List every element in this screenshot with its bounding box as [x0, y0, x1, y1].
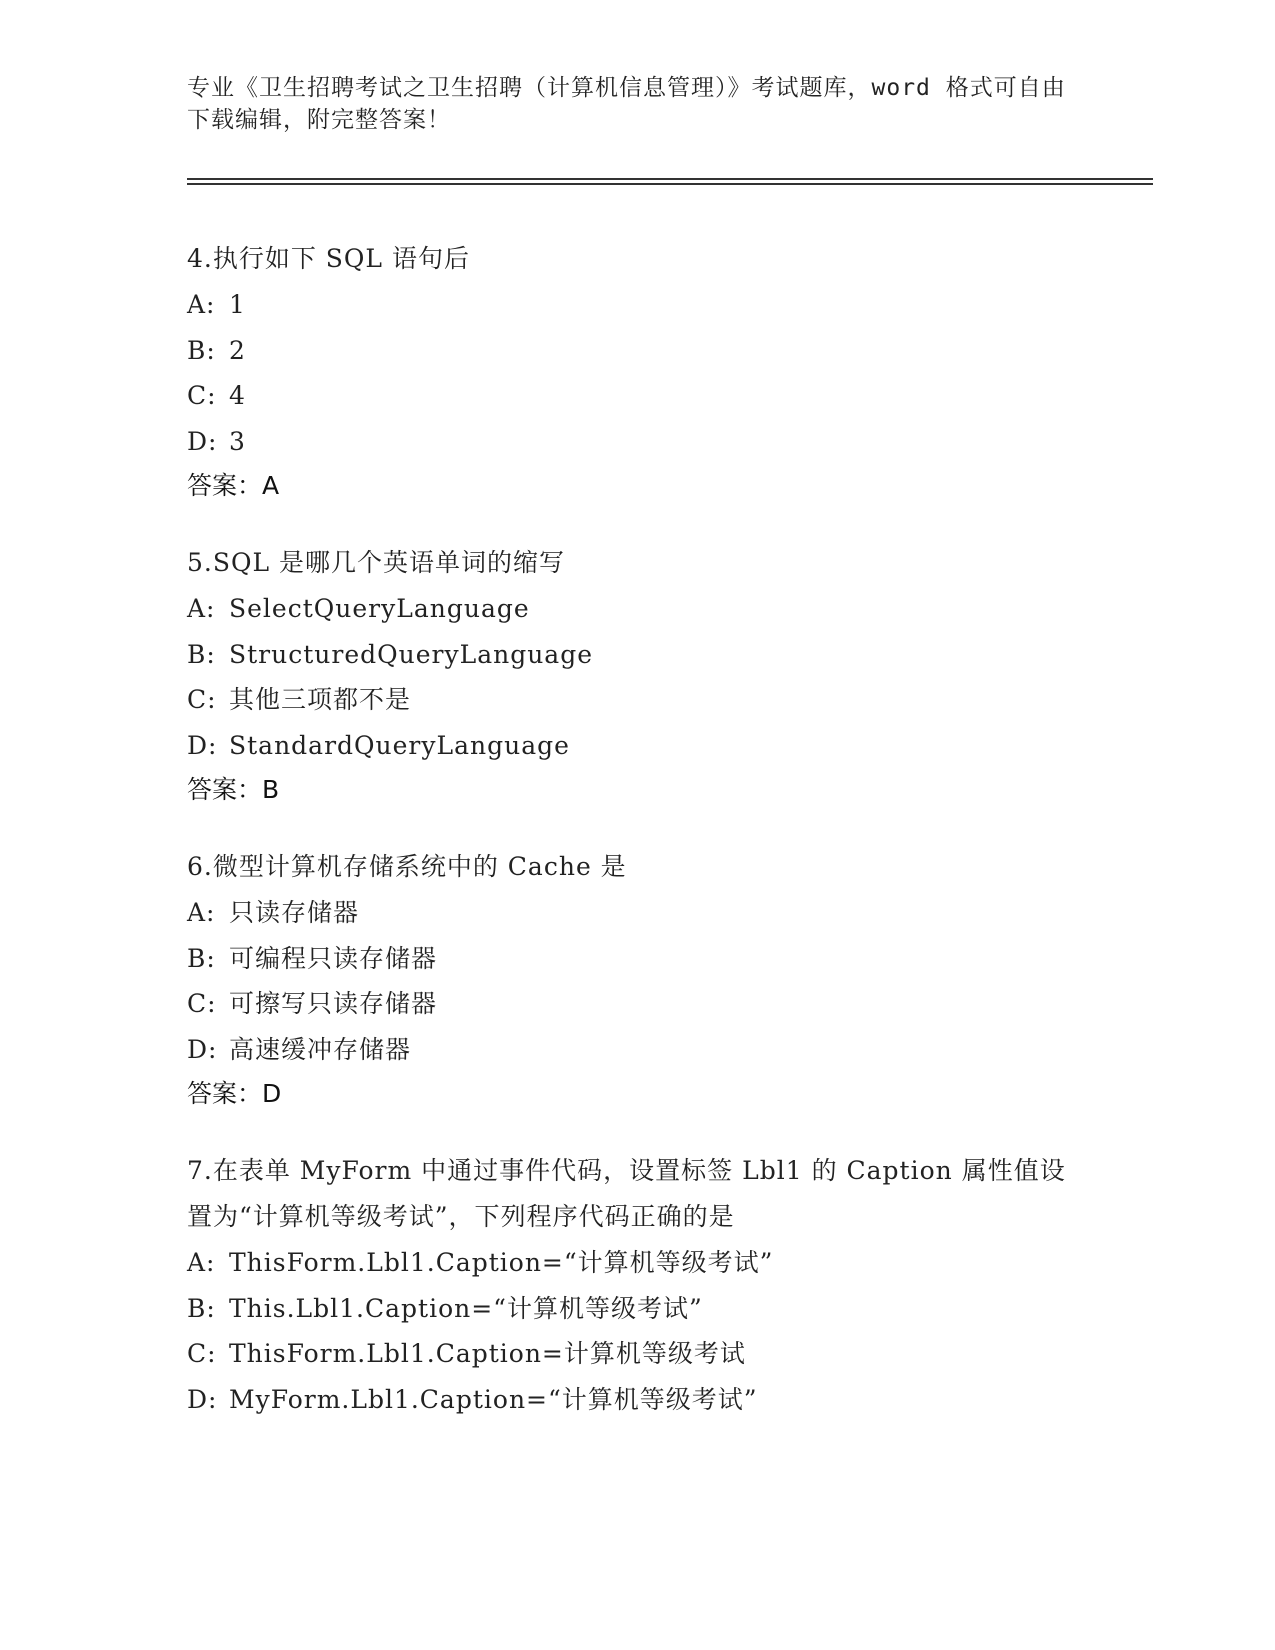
answer-value: B: [262, 775, 280, 804]
question-text: [187, 1148, 1087, 1240]
option-c: [187, 677, 1087, 723]
option-letter: D:: [187, 1034, 218, 1064]
option-text: 可擦写只读存储器: [229, 989, 438, 1018]
option-text: 1: [229, 290, 246, 319]
option-text: 高速缓冲存储器: [229, 1034, 412, 1064]
option-a: [187, 282, 1087, 328]
answer-line: [187, 464, 1087, 508]
option-text: 其他三项都不是: [229, 685, 412, 714]
option-c: [187, 1331, 1087, 1377]
option-text: StructuredQueryLanguage: [229, 639, 594, 669]
question-stem: 执行如下 SQL 语句后: [212, 244, 470, 273]
option-a: [187, 890, 1087, 936]
answer-value: D: [262, 1079, 282, 1108]
header-rule-bottom: [187, 183, 1153, 185]
option-b: [187, 328, 1087, 374]
option-text: This.Lbl1.Caption=“计算机等级考试”: [229, 1293, 703, 1323]
question-number: 7.: [187, 1156, 213, 1185]
option-letter: A:: [187, 1248, 216, 1277]
option-letter: A:: [187, 594, 216, 623]
option-a: [187, 1240, 1087, 1286]
question-number: 5.: [187, 548, 213, 577]
option-text: ThisForm.Lbl1.Caption=“计算机等级考试”: [229, 1248, 774, 1277]
question-7: [187, 1148, 1087, 1422]
option-letter: B:: [187, 639, 216, 669]
question-4: [187, 236, 1087, 508]
question-6: [187, 844, 1087, 1116]
option-b: [187, 1286, 1087, 1332]
question-text: [187, 540, 1087, 586]
answer-line: [187, 1072, 1087, 1116]
option-text: 3: [229, 426, 246, 456]
question-number: 4.: [187, 244, 213, 273]
question-5: [187, 540, 1087, 812]
option-text: 2: [229, 335, 246, 365]
option-text: ThisForm.Lbl1.Caption=计算机等级考试: [229, 1339, 746, 1368]
option-text: MyForm.Lbl1.Caption=“计算机等级考试”: [229, 1384, 758, 1414]
option-letter: D:: [187, 1384, 218, 1414]
answer-line: [187, 768, 1087, 812]
option-letter: C:: [187, 1339, 217, 1368]
option-c: [187, 981, 1087, 1027]
option-c: [187, 373, 1087, 419]
option-letter: D:: [187, 730, 218, 760]
answer-value: A: [262, 471, 280, 500]
option-letter: B:: [187, 943, 216, 973]
question-stem: 在表单 MyForm 中通过事件代码，设置标签 Lbl1 的 Caption 属性值设置为“计算机等级考试”，下列程序代码正确的是: [187, 1156, 1066, 1231]
option-text: SelectQueryLanguage: [229, 594, 530, 623]
option-letter: D:: [187, 426, 218, 456]
option-letter: C:: [187, 989, 217, 1018]
option-text: StandardQueryLanguage: [229, 730, 570, 760]
option-letter: C:: [187, 685, 217, 714]
option-text: 4: [229, 381, 246, 410]
question-text: [187, 236, 1087, 282]
answer-label: 答案：: [187, 471, 263, 500]
question-number: 6.: [187, 852, 213, 881]
question-text: [187, 844, 1087, 890]
option-letter: B:: [187, 1293, 216, 1323]
header-rule-top: [187, 178, 1153, 180]
option-b: [187, 632, 1087, 678]
option-b: [187, 936, 1087, 982]
question-list: [187, 236, 1087, 1454]
answer-label: 答案：: [187, 1079, 263, 1108]
option-d: [187, 723, 1087, 769]
question-stem: SQL 是哪几个英语单词的缩写: [212, 548, 566, 577]
option-letter: A:: [187, 290, 216, 319]
option-d: [187, 1377, 1087, 1423]
option-d: [187, 1027, 1087, 1073]
answer-label: 答案：: [187, 775, 263, 804]
option-text: 可编程只读存储器: [229, 943, 438, 973]
document-header: 专业《卫生招聘考试之卫生招聘（计算机信息管理）》考试题库，word 格式可自由下载编辑，附完整答案！: [187, 75, 1066, 133]
option-letter: C:: [187, 381, 217, 410]
option-d: [187, 419, 1087, 465]
option-text: 只读存储器: [229, 898, 360, 927]
option-letter: A:: [187, 898, 216, 927]
option-a: [187, 586, 1087, 632]
question-stem: 微型计算机存储系统中的 Cache 是: [212, 852, 627, 881]
option-letter: B:: [187, 335, 216, 365]
